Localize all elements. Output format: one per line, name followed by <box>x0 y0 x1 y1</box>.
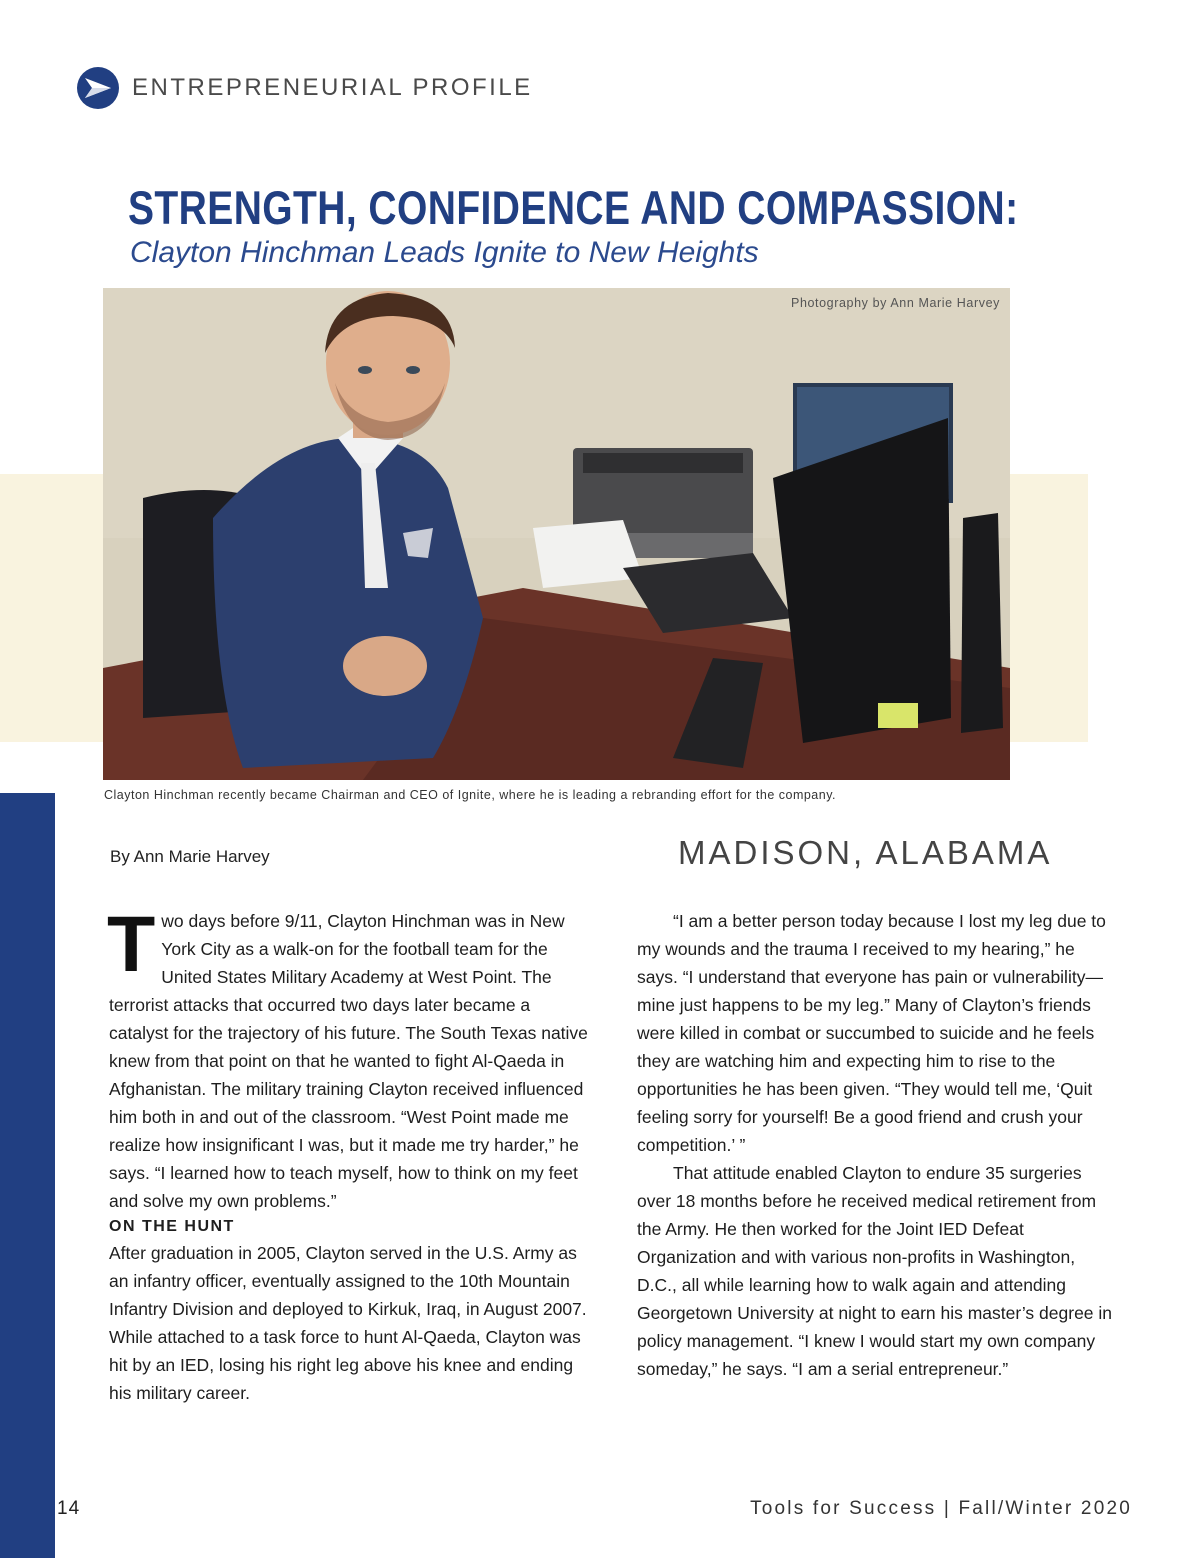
article-headline: STRENGTH, CONFIDENCE AND COMPASSION: <box>128 181 1019 234</box>
paragraph-1-text: wo days before 9/11, Clayton Hinchman was in New York City as a walk-on for the football team for the United States Military Academy at West Point. The terrorist attacks that occurred two days later became a catalyst for the trajectory of his future. The South Texas native knew from that point on that he wanted to fight Al-Qaeda in Afghanistan. The military training Clayton received influenced him both in and out of the classroom. “West Point made me realize how insignificant I was, but it made me try harder,” he says. “I learned how to teach myself, how to think on my feet and solve my own problems.” <box>109 911 588 1211</box>
article-paragraph-3: “I am a better person today because I lost my leg due to my wounds and the trauma I received to my hearing,” he says. “I understand that everyone has pain or vulnerability—mine just happens to be my leg.” Many of Clayton’s friends were killed in combat or succumbed to suicide and he feels they are watching him and expecting him to rise to the opportunities he has been given. “They would tell me, ‘Quit feeling sorry for yourself! Be a good friend and crush your competition.’ ” <box>637 911 1106 1155</box>
article-subheadline: Clayton Hinchman Leads Ignite to New Heights <box>130 236 759 269</box>
page-number: 14 <box>57 1498 81 1519</box>
section-header <box>76 66 533 110</box>
drop-cap: T <box>107 899 156 988</box>
article-column-left <box>107 899 593 1407</box>
play-arrow-icon <box>76 66 120 110</box>
section-subheading: ON THE HUNT <box>109 1218 235 1235</box>
photo-caption: Clayton Hinchman recently became Chairman and CEO of Ignite, where he is leading a rebranding effort for the company. <box>104 788 837 802</box>
photo-credit: Photography by Ann Marie Harvey <box>791 296 1000 310</box>
article-paragraph-2: After graduation in 2005, Clayton served in the U.S. Army as an infantry officer, eventually assigned to the 10th Mountain Infantry Division and deployed to Kirkuk, Iraq, in August 2007. While attached to a task force to hunt Al-Qaeda, Clayton was hit by an IED, losing his right leg above his knee and ending his military career. <box>109 1243 587 1403</box>
section-label: ENTREPRENEURIAL PROFILE <box>132 74 533 101</box>
dateline: MADISON, ALABAMA <box>678 834 1053 871</box>
left-blue-bar <box>0 793 55 1558</box>
profile-photo <box>103 288 1010 780</box>
publication-footer: Tools for Success | Fall/Winter 2020 <box>750 1498 1132 1519</box>
article-paragraph-1 <box>107 899 593 1215</box>
article-paragraph-4: That attitude enabled Clayton to endure 35 surgeries over 18 months before he received medical retirement from the Army. He then worked for the Joint IED Defeat Organization and with various non-profits in Washington, D.C., all while learning how to walk again and attending Georgetown University at night to earn his master’s degree in policy management. “I knew I would start my own company someday,” he says. “I am a serial entrepreneur.” <box>637 1163 1113 1379</box>
byline: By Ann Marie Harvey <box>110 847 270 866</box>
office-scene-illustration <box>103 288 1010 780</box>
article-column-right <box>637 907 1115 1383</box>
